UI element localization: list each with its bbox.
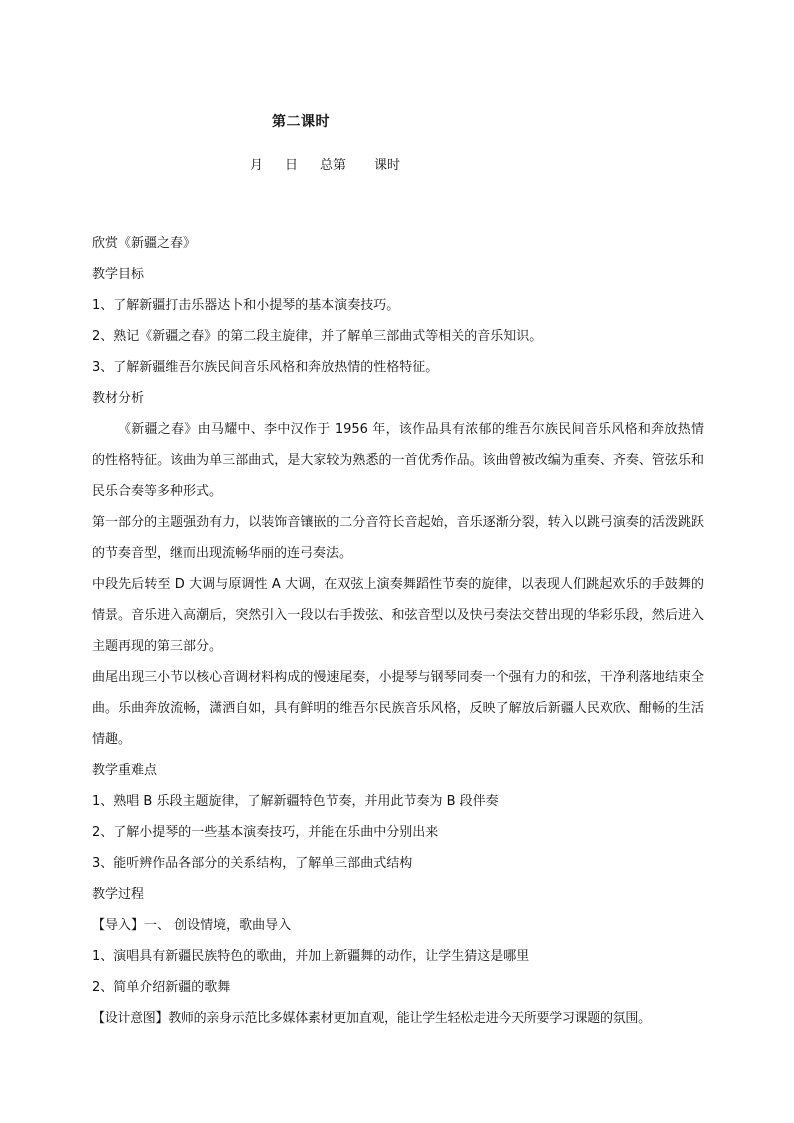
keypoints-heading: 教学重难点	[92, 763, 158, 778]
keypoint-item: 1、熟唱 B 乐段主题旋律，了解新疆特色节奏，并用此节奏为 B 段伴奏	[92, 794, 499, 809]
process-heading: 教学过程	[92, 887, 145, 902]
design-intent-line: 【设计意图】教师的亲身示范比多媒体素材更加直观，能让学生轻松走进今天所要学习课题的氛围。	[92, 1011, 651, 1026]
analysis-paragraph: 中段先后转至 D 大调与原调性 A 大调，在双弦上演奏舞蹈性节奏的旋律，以表现人们跳起欢乐的手鼓舞的情景。音乐进入高潮后，突然引入一段以右手拨弦、和弦音型以及快弓奏法交替出现的华彩乐段，然后进入主题再现的第三部分。	[92, 577, 704, 654]
lesson-title: 第二课时	[272, 114, 330, 130]
goal-item: 3、了解新疆维吾尔族民间音乐风格和奔放热情的性格特征。	[92, 360, 439, 375]
day-label: 日	[285, 158, 299, 173]
goals-heading: 教学目标	[92, 267, 145, 282]
lesson-count-label: 课时	[374, 158, 401, 173]
analysis-paragraph: 第一部分的主题强劲有力，以装饰音镶嵌的二分音符长音起始，音乐逐渐分裂，转入以跳弓演奏的活泼跳跃的节奏音型，继而出现流畅华丽的连弓奏法。	[92, 515, 704, 561]
goal-item: 1、了解新疆打击乐器达卜和小提琴的基本演奏技巧。	[92, 298, 400, 313]
analysis-paragraph: 《新疆之春》由马耀中、李中汉作于 1956 年，该作品具有浓郁的维吾尔族民间音乐风格和奔放热情的性格特征。该曲为单三部曲式，是大家较为熟悉的一首优秀作品。该曲曾被改编为重奏、齐奏、管弦乐和民乐合奏等多种形式。	[92, 422, 704, 499]
topic-line: 欣赏《新疆之春》	[92, 236, 197, 251]
keypoint-item: 2、了解小提琴的一些基本演奏技巧，并能在乐曲中分别出来	[92, 825, 439, 840]
intro-line: 【导入】一、 创设情境，歌曲导入	[92, 918, 292, 933]
document-body	[92, 228, 704, 1034]
analysis-paragraph: 曲尾出现三小节以核心音调材料构成的慢速尾奏，小提琴与钢琴同奏一个强有力的和弦，干净利落地结束全曲。乐曲奔放流畅，潇洒自如，具有鲜明的维吾尔民族音乐风格，反映了解放后新疆人民欢欣、酣畅的生活情趣。	[92, 670, 704, 747]
month-label: 月	[250, 158, 264, 173]
total-label: 总第	[320, 158, 347, 173]
goal-item: 2、熟记《新疆之春》的第二段主旋律，并了解单三部曲式等相关的音乐知识。	[92, 329, 543, 344]
analysis-heading: 教材分析	[92, 391, 145, 406]
keypoint-item: 3、能听辨作品各部分的关系结构，了解单三部曲式结构	[92, 856, 413, 871]
date-line	[250, 154, 400, 173]
process-step: 1、演唱具有新疆民族特色的歌曲，并加上新疆舞的动作，让学生猜这是哪里	[92, 949, 530, 964]
process-step: 2、简单介绍新疆的歌舞	[92, 980, 231, 995]
